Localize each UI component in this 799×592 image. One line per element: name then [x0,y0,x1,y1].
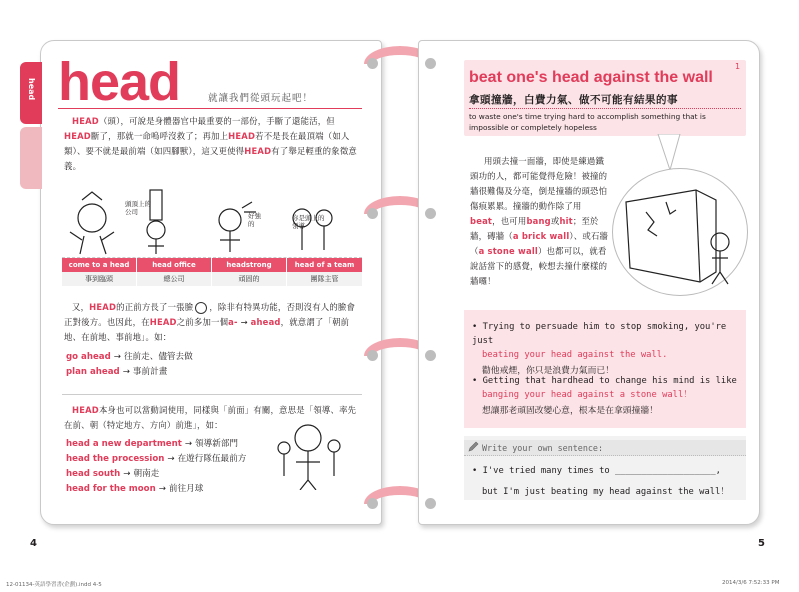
phrase-en-4: head of a team [287,258,362,272]
wall-illustration [616,172,744,292]
binder-hole-l2 [367,208,378,219]
ahead-examples: go ahead → 往前走、儘管去做 plan ahead → 事前計畫 [66,352,193,377]
section-tab-label: head [27,78,36,101]
footer-right: 2014/3/6 7:52:33 PM [722,580,780,586]
idiom-title: beat one's head against the wall [469,69,713,86]
binder-hole-r1 [425,58,436,69]
page-number-left: 4 [30,538,37,549]
binder-hole-r4 [425,498,436,509]
ahead-paragraph: 又，HEAD的正前方長了一張臉 ，除非有特異功能，否則沒有人的臉會正對後方。也因此，在HEAD之前多加一個a- → ahead，就意謂了「朝前地、在前地、事前地」。如： [64,302,356,342]
phrase-zh-3: 頑固的 [212,272,286,286]
pencil-icon [467,441,479,453]
footer-left: 12-01134-英語學習書(企劃).indd 4-5 [6,582,102,588]
idiom-translation: 拿頭撞牆，白費力氣、做不可能有結果的事 [469,94,678,106]
idiom-explanation: 用頭去撞一面牆，即使是練過鐵頭功的人，都可能覺得危險！被撞的牆很難傷及分毫，倒是撞牆的頭恐怕傷痕累累。撞牆的動作除了用beat，也可用bang或hit；至於牆，磚牆（a brick wall）、或石牆（a stone wall）也都可以，就看說話當下的感覺，較想去撞什麼樣的牆囉！ [470,156,609,286]
page-number-right: 5 [758,538,765,549]
example-1: • Trying to persuade him to stop smoking, you're just beating your head against the wall. 勸他戒煙，你只是浪費力氣而已！ [472,322,727,376]
write-label: Write your own sentence: [482,443,604,453]
write-line-2: but I'm just beating my head against the wall！ [482,487,730,497]
section-divider [62,394,362,395]
leader-illustration [272,420,352,490]
intro-paragraph: HEAD（頭），可說是身體器官中最重要的一部份，手斷了還能活，但HEAD斷了，那就一命嗚呼沒救了；再加上HEAD若不是長在最頂端（如人類）、要不就是最前端（如四腳獸），這又更使得HEAD有了舉足輕重的象徵意義。 [64,116,357,171]
phrase-en-1: come to a head [62,258,136,272]
verb-examples: head a new department → 領導新部門 head the procession → 在遊行隊伍最前方 head south → 朝南走 head for the moon → 前往月球 [66,439,247,494]
binder-hole-r3 [425,350,436,361]
phrase-zh-4: 團隊主管 [287,272,362,286]
illustration-label-1: 頭頂上的公司 [125,200,151,216]
binder-hole-l1 [367,58,378,69]
idiom-definition: to waste one's time trying hard to accomplish something that is impossible or completely hopeless [469,112,706,132]
page-subtitle: 就讓我們從頭玩起吧！ [208,93,314,104]
page-title: head [58,52,181,112]
phrase-en-3: headstrong [212,258,286,272]
binder-hole-l4 [367,498,378,509]
example-2: • Getting that hardhead to change his mind is like banging your head against a stone wall！ 想讓那老頑固改變心意，根本是在拿頭撞牆！ [472,376,737,416]
illustration-label-2: 好強的 [248,212,261,228]
face-icon [195,302,207,314]
idiom-divider [469,108,741,109]
illustration-label-3: 你是頭上的領導 [292,214,325,230]
idiom-badge: 1 [734,62,741,71]
write-line-1: • I've tried many times to ___________________, [472,466,721,476]
binder-hole-l3 [367,350,378,361]
verb-paragraph: HEAD本身也可以當動詞使用，同樣與「前面」有關，意思是「領導、率先在前、朝（特定地方、方向）前進」，如： [64,405,357,430]
section-tab-2[interactable] [20,127,42,189]
phrase-zh-2: 總公司 [137,272,211,286]
phrase-en-2: head office [137,258,211,272]
binder-hole-r2 [425,208,436,219]
phrase-zh-1: 事到臨頭 [62,272,136,286]
title-underline [58,108,362,109]
